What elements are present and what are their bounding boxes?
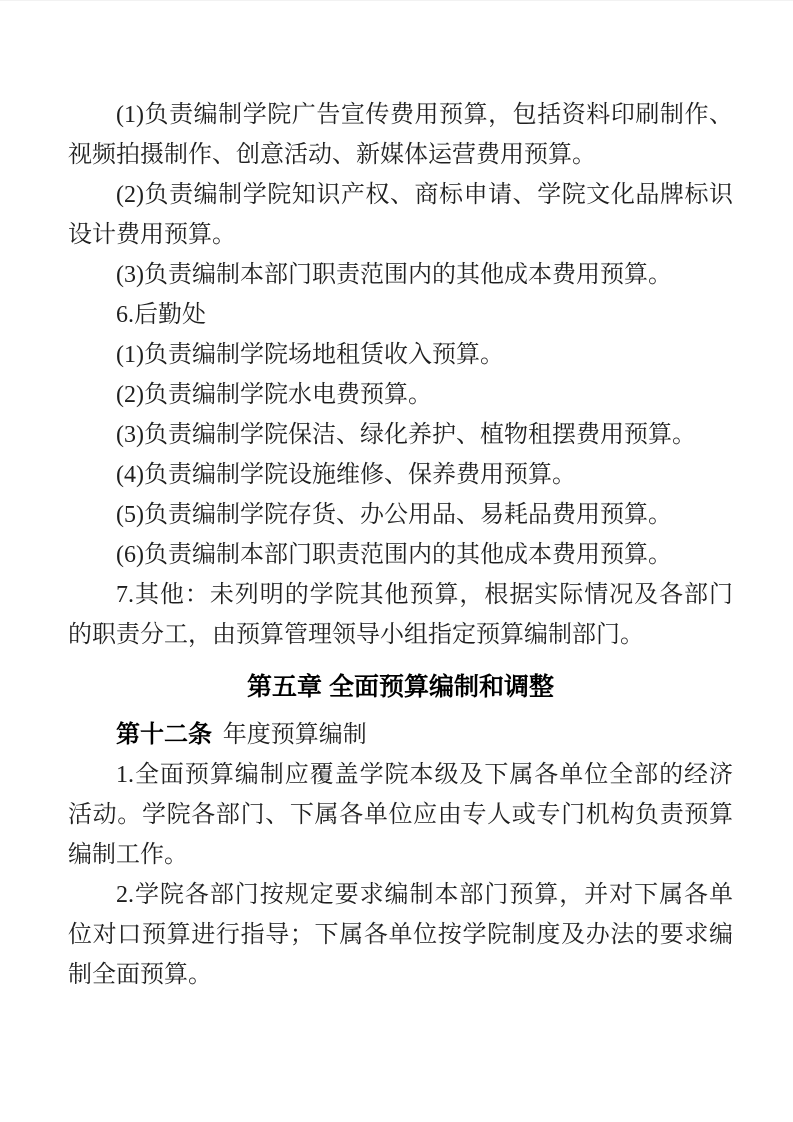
list-item-other-budgets: 7.其他：未列明的学院其他预算，根据实际情况及各部门的职责分工，由预算管理领导小组指定预算编制部门。	[68, 582, 733, 648]
page-content	[68, 95, 733, 995]
list-item-logistics-2: (2)负责编制学院水电费预算。	[116, 382, 432, 408]
article-clause-2: 2.学院各部门按规定要求编制本部门预算，并对下属各单位对口预算进行指导；下属各单位按学院制度及办法的要求编制全面预算。	[68, 882, 733, 988]
list-item-logistics-3: (3)负责编制学院保洁、绿化养护、植物租摆费用预算。	[116, 422, 696, 448]
article-heading	[68, 715, 733, 755]
list-item-marketing-3: (3)负责编制本部门职责范围内的其他成本费用预算。	[116, 262, 672, 288]
list-item-marketing-1: (1)负责编制学院广告宣传费用预算，包括资料印刷制作、视频拍摄制作、创意活动、新媒体运营费用预算。	[68, 102, 733, 168]
article-clause-1: 1.全面预算编制应覆盖学院本级及下属各单位全部的经济 活动。学院各部门、下属各单位应由专人或专门机构负责预算编制工作。	[68, 762, 733, 868]
section-heading-logistics-dept: 6.后勤处	[116, 302, 206, 328]
chapter-heading: 第五章 全面预算编制和调整	[247, 673, 554, 701]
list-item-logistics-6: (6)负责编制本部门职责范围内的其他成本费用预算。	[116, 542, 672, 568]
article-number: 第十二条	[116, 721, 212, 748]
list-item-logistics-1: (1)负责编制学院场地租赁收入预算。	[116, 342, 504, 368]
list-item-logistics-4: (4)负责编制学院设施维修、保养费用预算。	[116, 462, 576, 488]
list-item-marketing-2: (2)负责编制学院知识产权、商标申请、学院文化品牌标识设计费用预算。	[68, 182, 733, 248]
list-item-logistics-5: (5)负责编制学院存货、办公用品、易耗品费用预算。	[116, 502, 672, 528]
article-title: 年度预算编制	[222, 722, 367, 748]
